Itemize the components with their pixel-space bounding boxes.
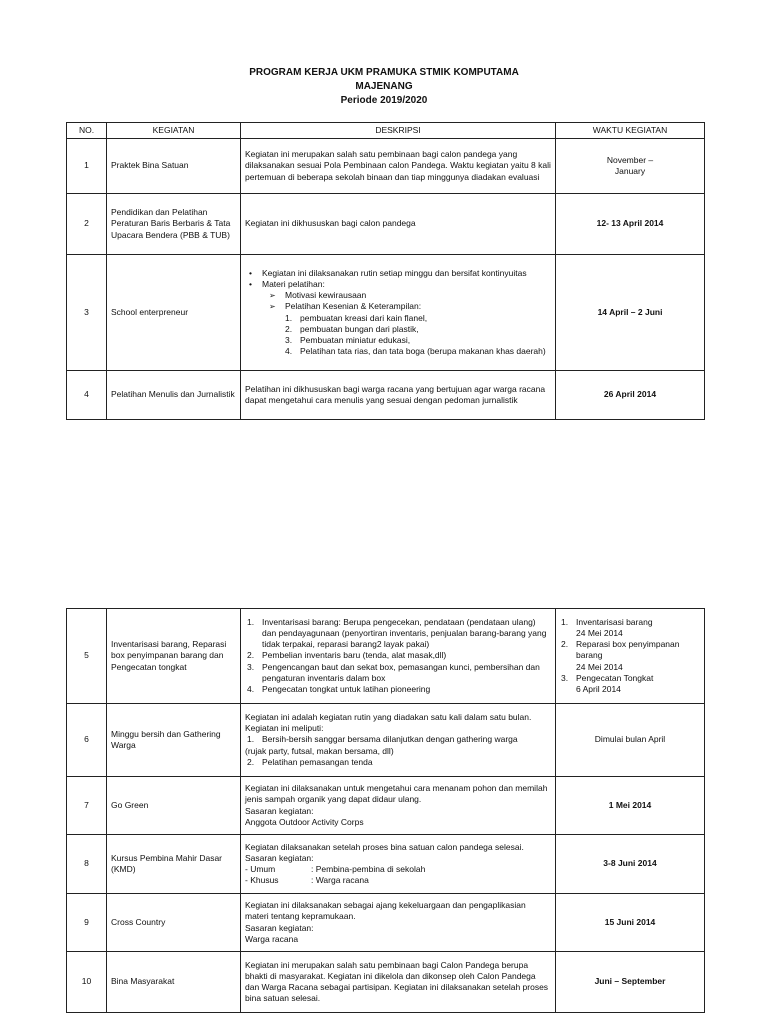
numbered-item-text: Pembuatan miniatur edukasi, bbox=[300, 334, 411, 345]
bullet-item: • Materi pelatihan: bbox=[245, 279, 551, 290]
table-row bbox=[67, 194, 705, 255]
row-waktu bbox=[556, 139, 705, 194]
sasaran-key: - Umum bbox=[245, 864, 276, 874]
row-number: 9 bbox=[67, 894, 107, 952]
table-row bbox=[67, 894, 705, 952]
numbered-item: 2. pembuatan bungan dari plastik, bbox=[285, 323, 419, 334]
numbered-item: 4. Pengecatan tongkat untuk latihan pioneering bbox=[247, 684, 431, 694]
row-waktu: 15 Juni 2014 bbox=[556, 894, 705, 952]
row-intro: Kegiatan ini adalah kegiatan rutin yang diadakan satu kali dalam satu bulan. Kegiatan ini meliputi: bbox=[245, 711, 532, 734]
row-kegiatan: Kursus Pembina Mahir Dasar (KMD) bbox=[107, 835, 241, 894]
row-deskripsi bbox=[241, 835, 556, 894]
table-row bbox=[67, 371, 705, 420]
row-deskripsi bbox=[241, 255, 556, 371]
numbered-item: 1. pembuatan kreasi dari kain flanel, bbox=[285, 312, 428, 323]
numbered-item-text: pembuatan bungan dari plastik, bbox=[300, 323, 419, 334]
row-deskripsi bbox=[241, 609, 556, 704]
row-waktu: 12- 13 April 2014 bbox=[556, 194, 705, 255]
numbered-item: 4. Pelatihan tata rias, dan tata boga (berupa makanan khas daerah) bbox=[285, 346, 546, 357]
document-subtitle: MAJENANG bbox=[355, 81, 413, 92]
bullet-item: • Kegiatan ini dilaksanakan rutin setiap minggu dan bersifat kontinyuitas bbox=[245, 268, 551, 279]
row-description-text: Kegiatan dilaksanakan setelah proses bina satuan calon pandega selesai. bbox=[245, 841, 524, 852]
row-deskripsi bbox=[241, 704, 556, 777]
waktu-item-date: 6 April 2014 bbox=[576, 684, 621, 694]
numbered-item-text: Pelatihan tata rias, dan tata boga (berupa makanan khas daerah) bbox=[300, 346, 546, 357]
document-title: PROGRAM KERJA UKM PRAMUKA STMIK KOMPUTAMA bbox=[249, 67, 519, 78]
table-row bbox=[67, 777, 705, 835]
row-number: 3 bbox=[67, 255, 107, 371]
numbered-item-text: Pengencangan baut dan sekat box, pemasangan kunci, pembersihan dan pengaturan inventaris dalam box bbox=[262, 661, 540, 683]
column-header-waktu: WAKTU KEGIATAN bbox=[556, 123, 705, 139]
row-kegiatan: Pelatihan Menulis dan Jurnalistik bbox=[107, 371, 241, 420]
waktu-item-date: 24 Mei 2014 bbox=[576, 661, 623, 672]
numbered-item-text: Pembelian inventaris baru (tenda, alat masak,dll) bbox=[262, 650, 447, 661]
row-kegiatan: Praktek Bina Satuan bbox=[107, 139, 241, 194]
row-kegiatan: Cross Country bbox=[107, 894, 241, 952]
row-deskripsi: Pelatihan ini dikhususkan bagi warga racana yang bertujuan agar warga racana dapat mengetahui cara menulis yang sesuai dengan pedoman jurnalistik bbox=[241, 371, 556, 420]
row-waktu: Juni – September bbox=[556, 952, 705, 1013]
row-number: 8 bbox=[67, 835, 107, 894]
sasaran-entry bbox=[245, 875, 551, 886]
waktu-line: November – bbox=[606, 154, 654, 165]
waktu-item-label: Pengecatan Tongkat bbox=[576, 672, 654, 683]
row-kegiatan: Bina Masyarakat bbox=[107, 952, 241, 1013]
program-table-part1 bbox=[66, 122, 705, 420]
column-header-no: NO. bbox=[67, 123, 107, 139]
row-deskripsi: Kegiatan ini dikhususkan bagi calon pandega bbox=[241, 194, 556, 255]
sasaran-label: Sasaran kegiatan: bbox=[245, 805, 314, 816]
row-deskripsi: Kegiatan ini merupakan salah satu pembinaan bagi Calon Pandega berupa bhakti di masyarakat. Kegiatan ini dikelola dan dikonsep oleh Calon Pandega dan Warga Racana sebagai partisipan. Kegiatan ini dilaksanakan setelah proses bina satuan selesai. bbox=[241, 952, 556, 1013]
row-number: 7 bbox=[67, 777, 107, 835]
column-header-deskripsi: DESKRIPSI bbox=[241, 123, 556, 139]
row-waktu: Dimulai bulan April bbox=[556, 704, 705, 777]
row-kegiatan: Go Green bbox=[107, 777, 241, 835]
row-description-text: Kegiatan ini dilaksanakan untuk mengetahui cara menanam pohon dan memilah jenis sampah organik yang dapat didaur ulang. bbox=[245, 783, 548, 805]
row-number: 4 bbox=[67, 371, 107, 420]
row-number: 10 bbox=[67, 952, 107, 1013]
numbered-item: 2. Pembelian inventaris baru (tenda, alat masak,dll) bbox=[247, 650, 447, 661]
sasaran-key: - Khusus bbox=[245, 875, 279, 886]
table-row bbox=[67, 255, 705, 371]
row-description-text: Kegiatan ini dilaksanakan sebagai ajang kekeluargaan dan pengaplikasian materi tentang kepramukaan. bbox=[245, 900, 526, 922]
numbered-item-text: pembuatan kreasi dari kain flanel, bbox=[300, 312, 428, 323]
row-kegiatan: School enterpreneur bbox=[107, 255, 241, 371]
row-deskripsi bbox=[241, 777, 556, 835]
numbered-item: 1. Bersih-bersih sanggar bersama dilanjutkan dengan gathering warga bbox=[247, 734, 518, 745]
sasaran-label: Sasaran kegiatan: bbox=[245, 852, 314, 863]
row-waktu: 3-8 Juni 2014 bbox=[556, 835, 705, 894]
waktu-item: 1. Inventarisasi barang 24 Mei 2014 bbox=[561, 616, 653, 638]
sasaran-target: Anggota Outdoor Activity Corps bbox=[245, 816, 364, 827]
row-number: 1 bbox=[67, 139, 107, 194]
sasaran-target: Warga racana bbox=[245, 933, 299, 944]
numbered-item-text: Bersih-bersih sanggar bersama dilanjutkan dengan gathering warga bbox=[262, 734, 518, 745]
numbered-item-text: Pengecatan tongkat untuk latihan pioneering bbox=[262, 684, 431, 694]
sasaran-label: Sasaran kegiatan: bbox=[245, 922, 314, 933]
numbered-item-text: Inventarisasi barang: Berupa pengecekan, pendataan (pendataan ulang) dan pendayagunaan (penyortiran inventaris, penjualan barang-barang yang tidak terpakai, reparasi barang2 layak pakai) bbox=[262, 616, 547, 650]
column-header-kegiatan: KEGIATAN bbox=[107, 123, 241, 139]
numbered-item-text: Pelatihan pemasangan tenda bbox=[262, 756, 373, 767]
table-row bbox=[67, 835, 705, 894]
waktu-item-date: 24 Mei 2014 bbox=[576, 627, 623, 638]
document-period: Periode 2019/2020 bbox=[340, 95, 428, 106]
numbered-item: 2. Pelatihan pemasangan tenda bbox=[247, 756, 373, 767]
program-table-part2 bbox=[66, 608, 705, 1013]
table-row bbox=[67, 704, 705, 777]
row-number: 2 bbox=[67, 194, 107, 255]
waktu-line: January bbox=[614, 166, 646, 176]
table-row bbox=[67, 609, 705, 704]
row-number: 6 bbox=[67, 704, 107, 777]
waktu-item: 2. Reparasi box penyimpanan barang 24 Mei 2014 bbox=[561, 639, 680, 672]
arrow-item: ➢ Pelatihan Kesenian & Keterampilan: bbox=[245, 301, 551, 312]
row-kegiatan: Minggu bersih dan Gathering Warga bbox=[107, 704, 241, 777]
table-header-row bbox=[67, 123, 705, 139]
row-deskripsi bbox=[241, 894, 556, 952]
waktu-item-label: Inventarisasi barang bbox=[576, 616, 653, 627]
row-deskripsi: Kegiatan ini merupakan salah satu pembinaan bagi calon pandega yang dilaksanakan sesuai Pola Pembinaan calon Pandega. Waktu kegiatan yaitu 8 kali pertemuan di beberapa sekolah binaan dan tiap minggunya diadakan evaluasi bbox=[241, 139, 556, 194]
row-kegiatan: Inventarisasi barang, Reparasi box penyimpanan barang dan Pengecatan tongkat bbox=[107, 609, 241, 704]
numbered-item-detail: (rujak party, futsal, makan bersama, dll) bbox=[245, 745, 394, 756]
numbered-item: 3. Pengencangan baut dan sekat box, pemasangan kunci, pembersihan dan pengaturan inventaris dalam box bbox=[247, 661, 540, 683]
row-waktu: 26 April 2014 bbox=[556, 371, 705, 420]
sasaran-entry bbox=[245, 864, 551, 875]
waktu-item-label: Reparasi box penyimpanan barang bbox=[576, 639, 680, 661]
table-row bbox=[67, 952, 705, 1013]
row-waktu: 14 April – 2 Juni bbox=[556, 255, 705, 371]
row-waktu: 1 Mei 2014 bbox=[556, 777, 705, 835]
sasaran-value: : Warga racana bbox=[311, 875, 369, 886]
row-kegiatan: Pendidikan dan Pelatihan Peraturan Baris Berbaris & Tata Upacara Bendera (PBB & TUB) bbox=[107, 194, 241, 255]
table-row bbox=[67, 139, 705, 194]
numbered-item: 3. Pembuatan miniatur edukasi, bbox=[285, 334, 411, 345]
numbered-item: 1. Inventarisasi barang: Berupa pengecekan, pendataan (pendataan ulang) dan pendayagunaan (penyortiran inventaris, penjualan barang-barang yang tidak terpakai, reparasi barang2 layak pakai) bbox=[247, 616, 547, 650]
sasaran-value: : Pembina-pembina di sekolah bbox=[311, 864, 426, 874]
row-waktu bbox=[556, 609, 705, 704]
row-number: 5 bbox=[67, 609, 107, 704]
waktu-item: 3. Pengecatan Tongkat 6 April 2014 bbox=[561, 672, 654, 694]
arrow-item: ➢ Motivasi kewirausaan bbox=[245, 290, 551, 301]
